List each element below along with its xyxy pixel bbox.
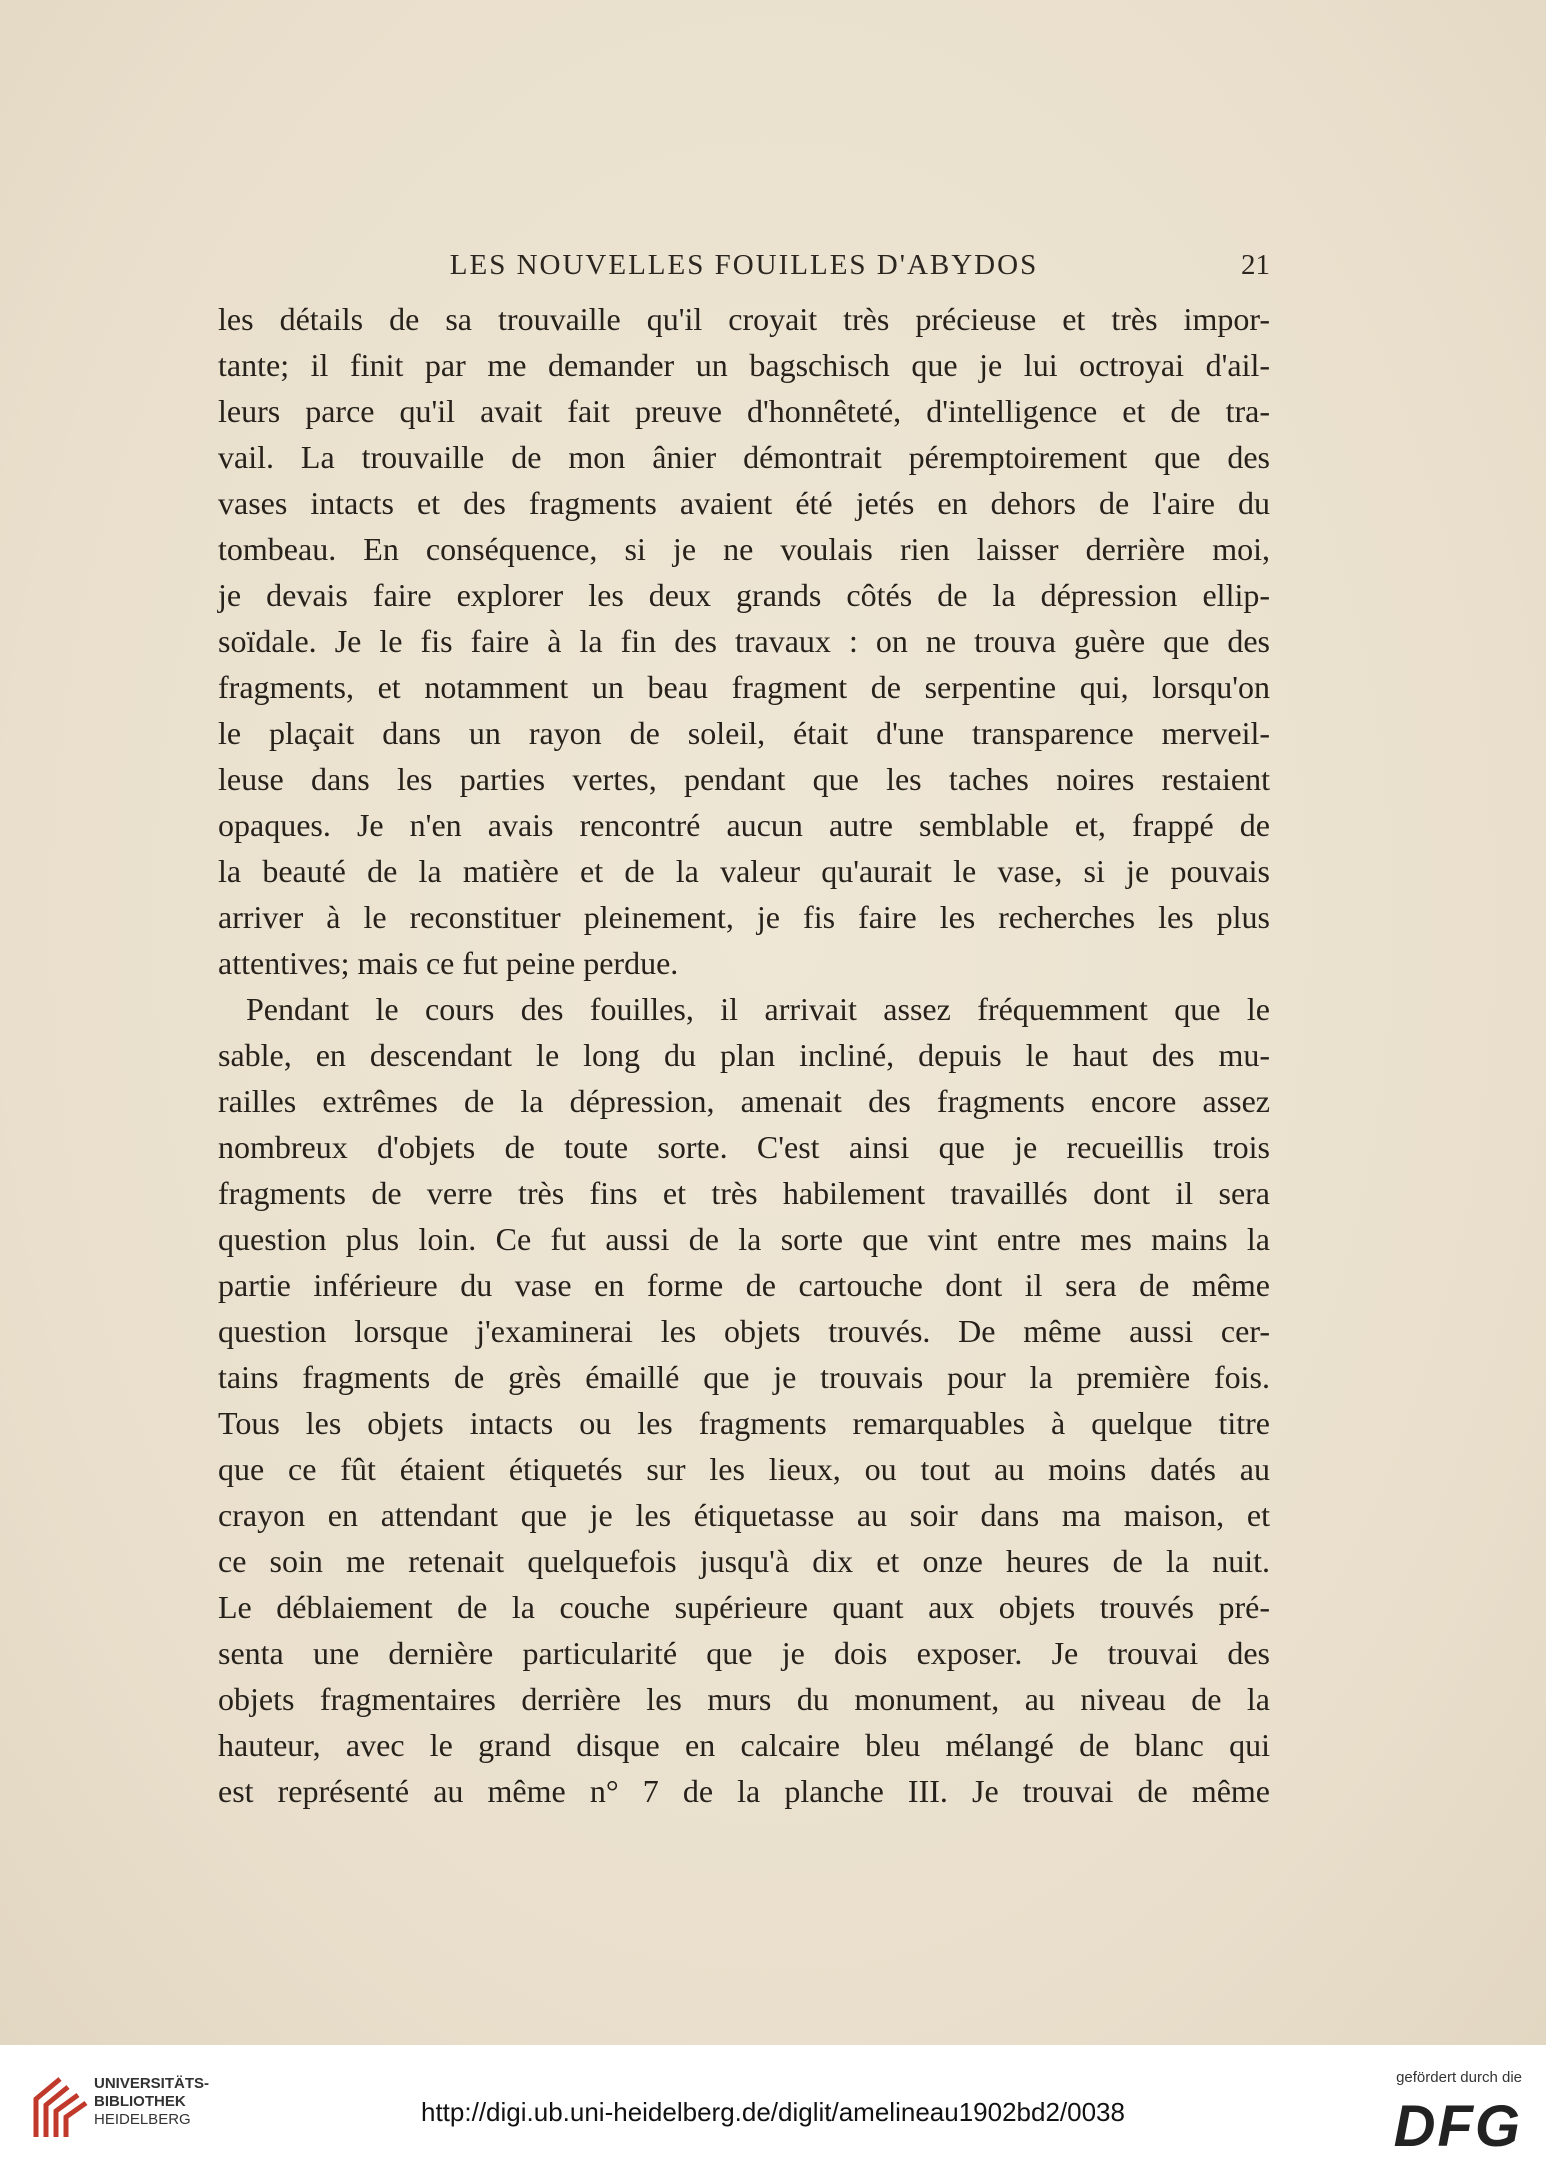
running-title: LES NOUVELLES FOUILLES D'ABYDOS — [449, 249, 1039, 281]
page-header — [218, 240, 1270, 290]
text-line: soïdale. Je le fis faire à la fin des travaux : on ne trouva guère que des — [218, 623, 1270, 659]
text-line: fragments, et notamment un beau fragment de serpentine qui, lorsqu'on — [218, 669, 1270, 705]
text-line: opaques. Je n'en avais rencontré aucun autre semblable et, frappé de — [218, 807, 1270, 843]
library-name-line: BIBLIOTHEK — [94, 2093, 186, 2110]
text-line: sable, en descendant le long du plan incliné, depuis le haut des mu- — [218, 1037, 1270, 1073]
text-line: objets fragmentaires derrière les murs du monument, au niveau de la — [218, 1681, 1270, 1717]
text-line: Pendant le cours des fouilles, il arrivait assez fréquemment que le — [246, 991, 1270, 1027]
text-line: leurs parce qu'il avait fait preuve d'honnêteté, d'intelligence et de tra- — [218, 393, 1270, 429]
text-line: question lorsque j'examinerai les objets trouvés. De même aussi cer- — [218, 1313, 1270, 1349]
text-line: tombeau. En conséquence, si je ne voulais rien laisser derrière moi, — [218, 531, 1270, 567]
text-line: partie inférieure du vase en forme de cartouche dont il sera de même — [218, 1267, 1270, 1303]
text-line: ce soin me retenait quelquefois jusqu'à dix et onze heures de la nuit. — [218, 1543, 1270, 1579]
text-line: attentives; mais ce fut peine perdue. — [218, 945, 679, 981]
text-line: que ce fût étaient étiquetés sur les lieux, ou tout au moins datés au — [218, 1451, 1270, 1487]
library-name-line: UNIVERSITÄTS- — [94, 2075, 210, 2092]
text-line: railles extrêmes de la dépression, amenait des fragments encore assez — [218, 1083, 1270, 1119]
text-line: hauteur, avec le grand disque en calcaire bleu mélangé de blanc qui — [218, 1727, 1270, 1763]
text-line: je devais faire explorer les deux grands côtés de la dépression ellip- — [218, 577, 1270, 613]
text-line: tante; il finit par me demander un bagschisch que je lui octroyai d'ail- — [218, 347, 1270, 383]
text-line: senta une dernière particularité que je dois exposer. Je trouvai des — [218, 1635, 1270, 1671]
funder-label: gefördert durch die — [1396, 2069, 1522, 2086]
text-line: crayon en attendant que je les étiquetasse au soir dans ma maison, et — [218, 1497, 1270, 1533]
text-line: est représenté au même n° 7 de la planche III. Je trouvai de même — [218, 1773, 1270, 1809]
text-line: tains fragments de grès émaillé que je trouvais pour la première fois. — [218, 1359, 1270, 1395]
text-line: nombreux d'objets de toute sorte. C'est ainsi que je recueillis trois — [218, 1129, 1270, 1165]
text-line: leuse dans les parties vertes, pendant que les taches noires restaient — [218, 761, 1270, 797]
text-line: la beauté de la matière et de la valeur qu'aurait le vase, si je pouvais — [218, 853, 1270, 889]
text-line: vases intacts et des fragments avaient été jetés en dehors de l'aire du — [218, 485, 1270, 521]
text-line: Le déblaiement de la couche supérieure quant aux objets trouvés pré- — [218, 1589, 1270, 1625]
text-line: question plus loin. Ce fut aussi de la sorte que vint entre mes mains la — [218, 1221, 1270, 1257]
viewer-footer — [0, 2045, 1546, 2169]
page-number: 21 — [1241, 249, 1270, 281]
text-line: arriver à le reconstituer pleinement, je fis faire les recherches les plus — [218, 899, 1270, 935]
text-line: le plaçait dans un rayon de soleil, était d'une transparence merveil- — [218, 715, 1270, 751]
dfg-logo: DFG — [1393, 2094, 1522, 2159]
text-line: vail. La trouvaille de mon ânier démontrait péremptoirement que des — [218, 439, 1270, 475]
text-line: fragments de verre très fins et très habilement travaillés dont il sera — [218, 1175, 1270, 1211]
text-line: Tous les objets intacts ou les fragments remarquables à quelque titre — [218, 1405, 1270, 1441]
body-text — [218, 296, 1270, 1814]
library-name-line: HEIDELBERG — [94, 2111, 191, 2128]
text-line: les détails de sa trouvaille qu'il croyait très précieuse et très impor- — [218, 301, 1270, 337]
permalink-url[interactable]: http://digi.ub.uni-heidelberg.de/diglit/amelineau1902bd2/0038 — [421, 2097, 1125, 2127]
